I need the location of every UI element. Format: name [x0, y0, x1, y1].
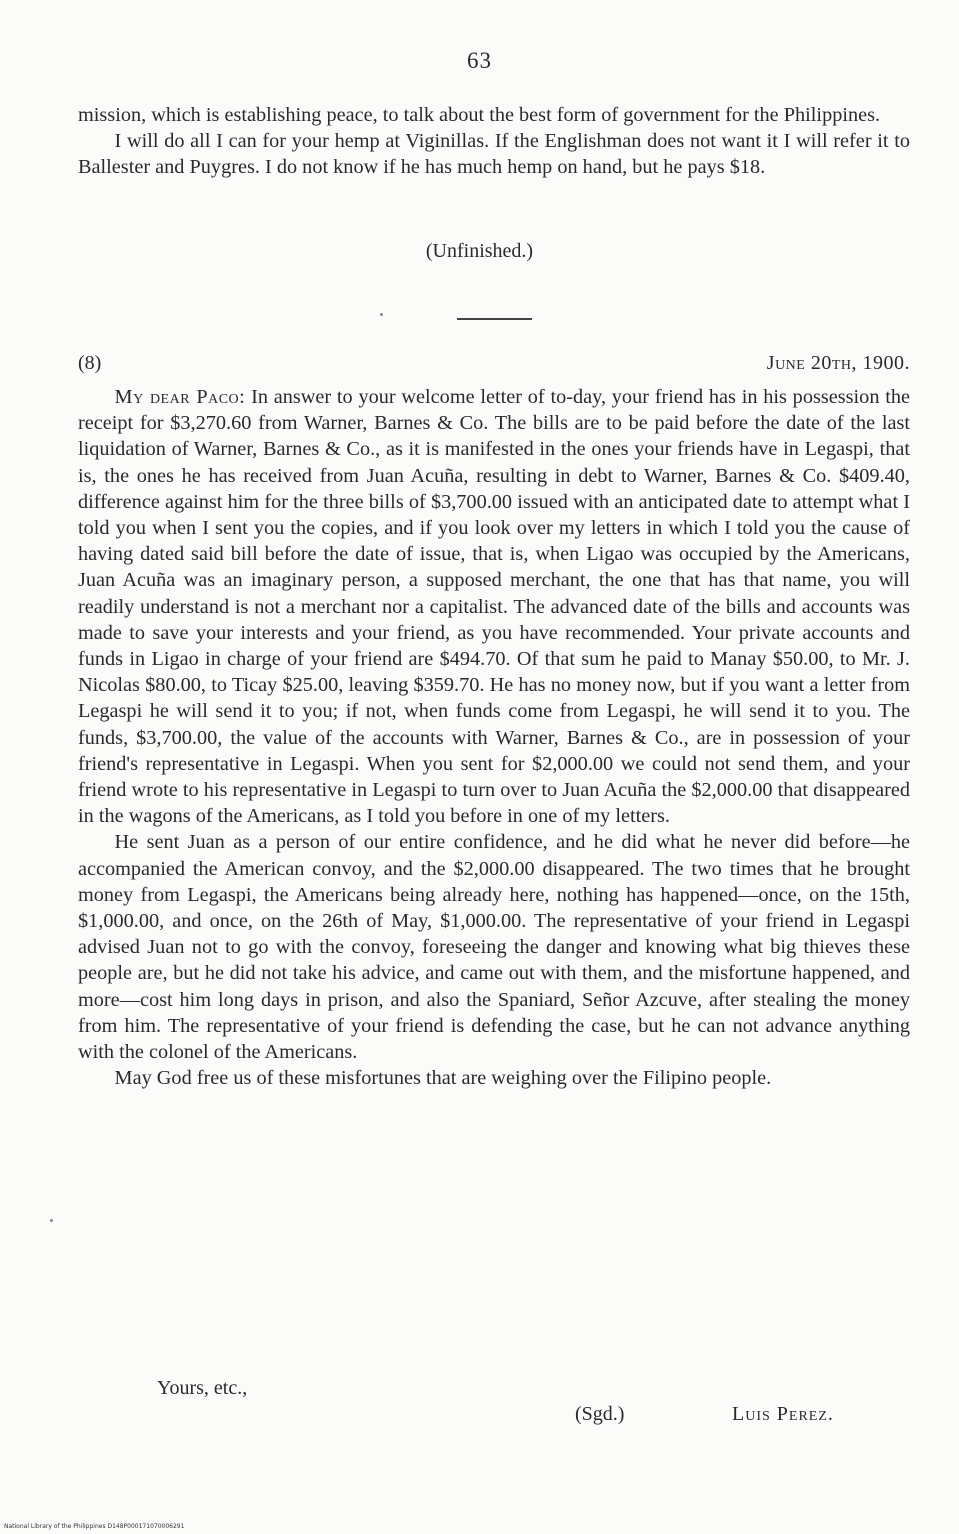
- signer-name: Luis Perez.: [732, 1403, 834, 1425]
- letter-date: June 20th, 1900.: [766, 352, 910, 374]
- letter-number: (8): [78, 352, 102, 374]
- continuation-paragraph: I will do all I can for your hemp at Viginillas. If the Englishman does not want it I will refer it to Ballester and Puygres. I do not know if he has much hemp on hand, but he pays $18.: [78, 130, 910, 179]
- letter-paragraph-text: In answer to your welcome letter of to-day, your friend has in his possession the receipt for $3,270.60 from Warner, Barnes & Co. The bills are to be paid before the date of the last liquidation of Warner, Barnes & Co., as it is manifested in the ones your friends have in Legaspi, that is, the ones he has received from Juan Acuña, resulting in debt to Warner, Barnes & Co. $409.40, difference against him for the three bills of $3,700.00 issued with an anticipated date to attempt what I told you when I sent you the copies, and if you look over my letters in which I told you the cause of having dated said bill before the date of issue, that is, when Ligao was occupied by the Americans, Juan Acuña was an imaginary person, a supposed merchant, the one that has that name, you will readily understand is not a merchant nor a capitalist. The advanced date of the bills and accounts was made to save your interests and your friend, as you have recommended. Your private accounts and funds in Ligao in charge of your friend are $494.70. Of that sum he paid to Manay $50.00, to Mr. J. Nicolas $80.00, to Ticay $25.00, leaving $359.70. He has no money now, but if you want a letter from Legaspi he will send it to you; if not, when funds come from Legaspi, he will send it to you. The funds, $3,700.00, the value of the accounts with Warner, Barnes & Co., are in possession of your friend's representative in Legaspi. When you sent for $2,000.00 we could not send them, and your friend wrote to his representative in Legaspi to turn over to Juan Acuña the $2,000.00 that disappeared in the wagons of the Americans, as I told you before in one of my letters.: [78, 386, 910, 828]
- continuation-text: [78, 102, 910, 181]
- speck-mark: [380, 313, 383, 316]
- letter-paragraph: May God free us of these misfortunes that are weighing over the Filipino people.: [114, 1067, 772, 1090]
- letter-header: [78, 352, 910, 378]
- archive-footer: National Library of the Philippines D148P000171070006291: [4, 1523, 185, 1530]
- unfinished-note: (Unfinished.): [425, 240, 534, 262]
- speck-mark: [50, 1219, 53, 1222]
- letter-paragraph: He sent Juan as a person of our entire confidence, and he did what he never did before—he accompanied the American convoy, and the $2,000.00 disappeared. The two times that he brought money from Legaspi, the Americans being already here, nothing has happened—once, on the 15th, $1,000.00, and once, on the 26th of May, $1,000.00. The representative of your friend in Legaspi advised Juan not to go with the convoy, foreseeing the danger and knowing what big thieves these people are, but he did not take his advice, and came out with them, and the misfortune happened, and more—cost him long days in prison, and also the Spaniard, Señor Azcuve, after stealing the money from him. The representative of your friend is defending the case, but he can not advance anything with the colonel of the Americans.: [78, 831, 910, 1064]
- section-divider: [457, 318, 532, 320]
- closing: Yours, etc.,: [157, 1377, 248, 1399]
- salutation: My dear Paco:: [114, 386, 246, 408]
- letter-body: [78, 384, 910, 1091]
- continuation-paragraph: mission, which is establishing peace, to talk about the best form of government for the Philippines.: [78, 104, 881, 126]
- signature-line: [575, 1403, 834, 1426]
- signed-mark: (Sgd.): [575, 1403, 625, 1425]
- page-number: 63: [467, 48, 492, 73]
- letter-paragraph: [78, 384, 910, 829]
